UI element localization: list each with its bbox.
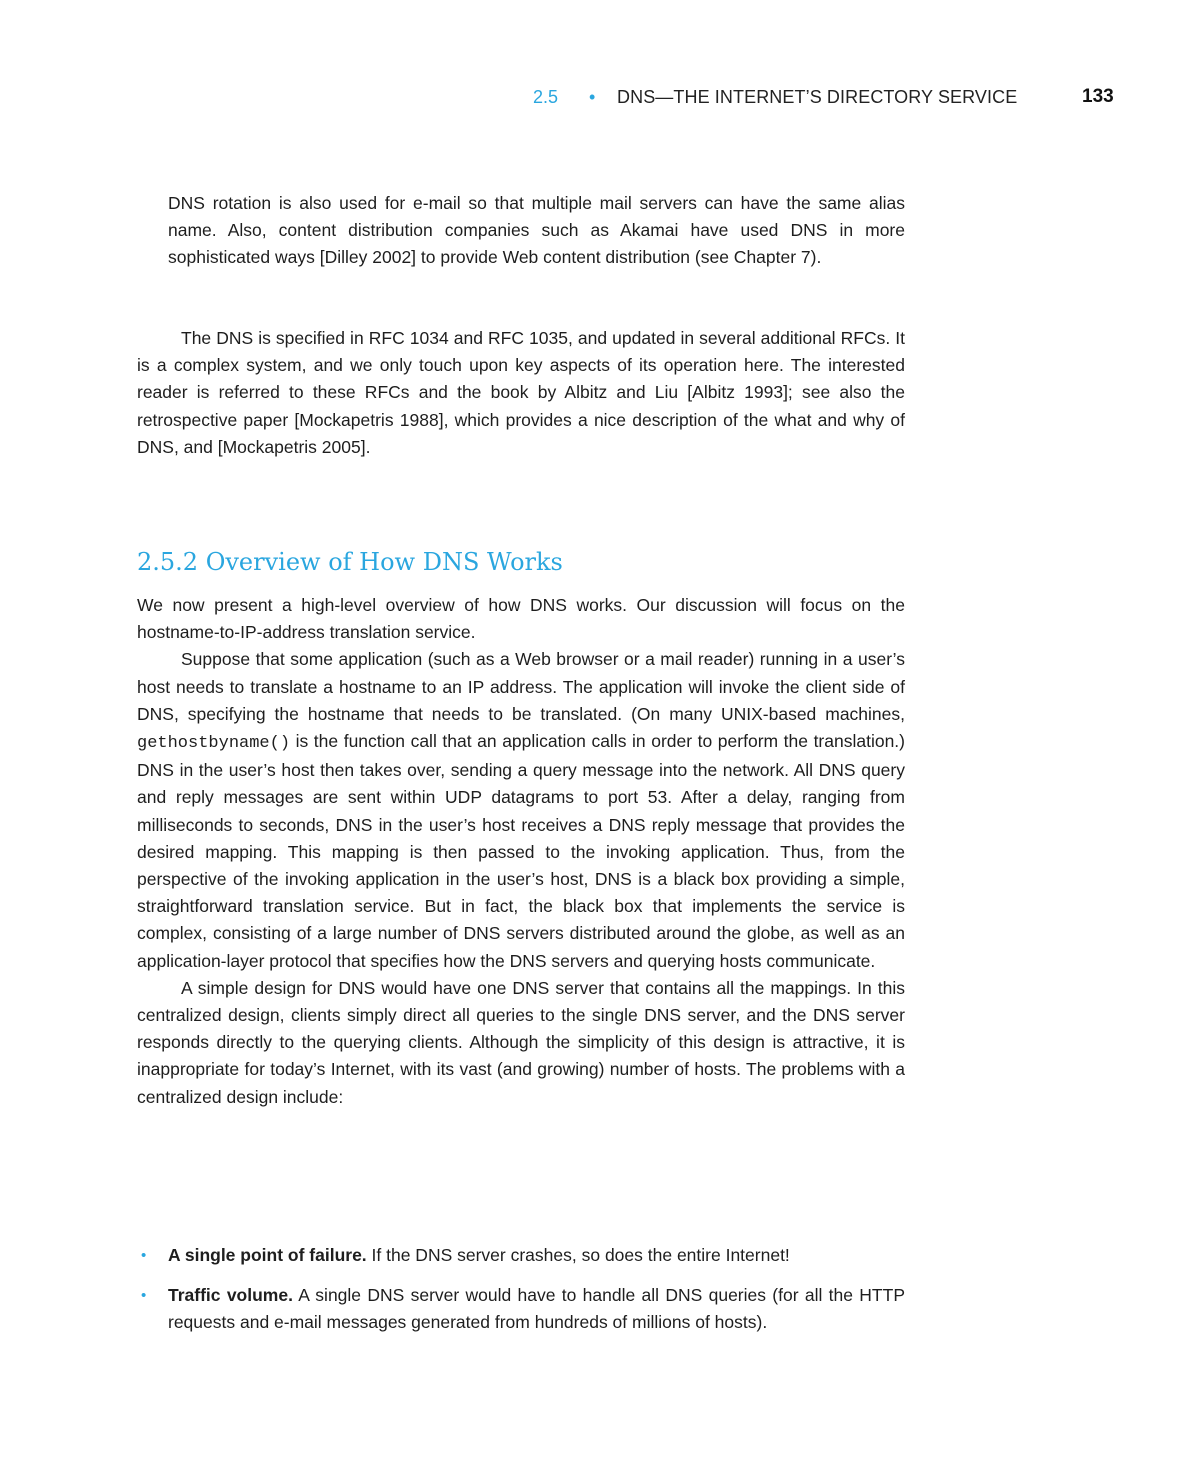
problems-list: [137, 1242, 905, 1350]
list-item-heading: Traffic volume.: [168, 1285, 293, 1306]
list-item-text: If the DNS server crashes, so does the entire Internet!: [366, 1245, 790, 1265]
rfc-block: [137, 325, 905, 461]
function-name-code: gethostbyname(): [137, 734, 291, 754]
page-number: 133: [1082, 86, 1114, 107]
bullet-icon: •: [141, 1247, 147, 1264]
list-item: [137, 1282, 905, 1336]
running-head-section-number: 2.5: [533, 87, 559, 107]
running-head-bullet: •: [589, 87, 596, 107]
bullet-icon: •: [141, 1287, 147, 1305]
running-head-title: DNS—THE INTERNET’S DIRECTORY SERVICE: [617, 87, 1018, 107]
section-heading: 2.5.2 Overview of How DNS Works: [137, 548, 563, 576]
design-paragraph: A simple design for DNS would have one DNS server that contains all the mappings. In this centralized design, clients simply direct all queries to the single DNS server, and the DNS server responds directly to the querying clients. Although the simplicity of this design is attractive, it is inappropriate for today’s Internet, with its vast (and growing) number of hosts. The problems with a centralized design include:: [137, 977, 905, 1107]
suppose-paragraph: [137, 646, 905, 974]
rfc-paragraph: The DNS is specified in RFC 1034 and RFC 1035, and updated in several additional RFCs. It is a complex system, and we only touch upon key aspects of its operation here. The interested reader is referred to these RFCs and the book by Albitz and Liu [Albitz 1993]; see also the retrospective paper [Mockapetris 1988], which provides a nice description of the what and why of DNS, and [Mockapetris 2005].: [137, 328, 905, 457]
list-item: [137, 1242, 905, 1269]
list-item-text: A single DNS server would have to handle all DNS queries (for all the HTTP requests and e-mail messages generated from hundreds of millions of hosts).: [168, 1285, 905, 1333]
intro-block: [137, 190, 905, 272]
list-item-heading: A single point of failure.: [168, 1245, 367, 1265]
body-block: [137, 592, 905, 1111]
suppose-text-before-code: Suppose that some application (such as a Web browser or a mail reader) running in a user’s host needs to translate a hostname to an IP address. The application will invoke the client side of DNS, specifying the hostname that needs to be translated. (On many UNIX-based machines,: [137, 649, 905, 724]
overview-paragraph: We now present a high-level overview of how DNS works. Our discussion will focus on the hostname-to-IP-address translation service.: [137, 595, 905, 643]
suppose-text-after-code: is the function call that an application calls in order to perform the translation.) DNS in the user’s host then takes over, sending a query message into the network. All DNS query and reply messages are sent within UDP datagrams to port 53. After a delay, ranging from milliseconds to seconds, DNS in the user’s host receives a DNS reply message that provides the desired mapping. This mapping is then passed to the invoking application. Thus, from the perspective of the invoking application in the user’s host, DNS is a black box providing a simple, straightforward translation service. But in fact, the black box that implements the service is complex, consisting of a large number of DNS servers distributed around the globe, as well as an application-layer protocol that specifies how the DNS servers and querying hosts communicate.: [137, 731, 905, 971]
intro-paragraph: DNS rotation is also used for e-mail so that multiple mail servers can have the same alias name. Also, content distribution companies such as Akamai have used DNS in more sophisticated ways [Dilley 2002] to provide Web content distribution (see Chapter 7).: [168, 193, 905, 268]
running-head: [0, 84, 1200, 110]
